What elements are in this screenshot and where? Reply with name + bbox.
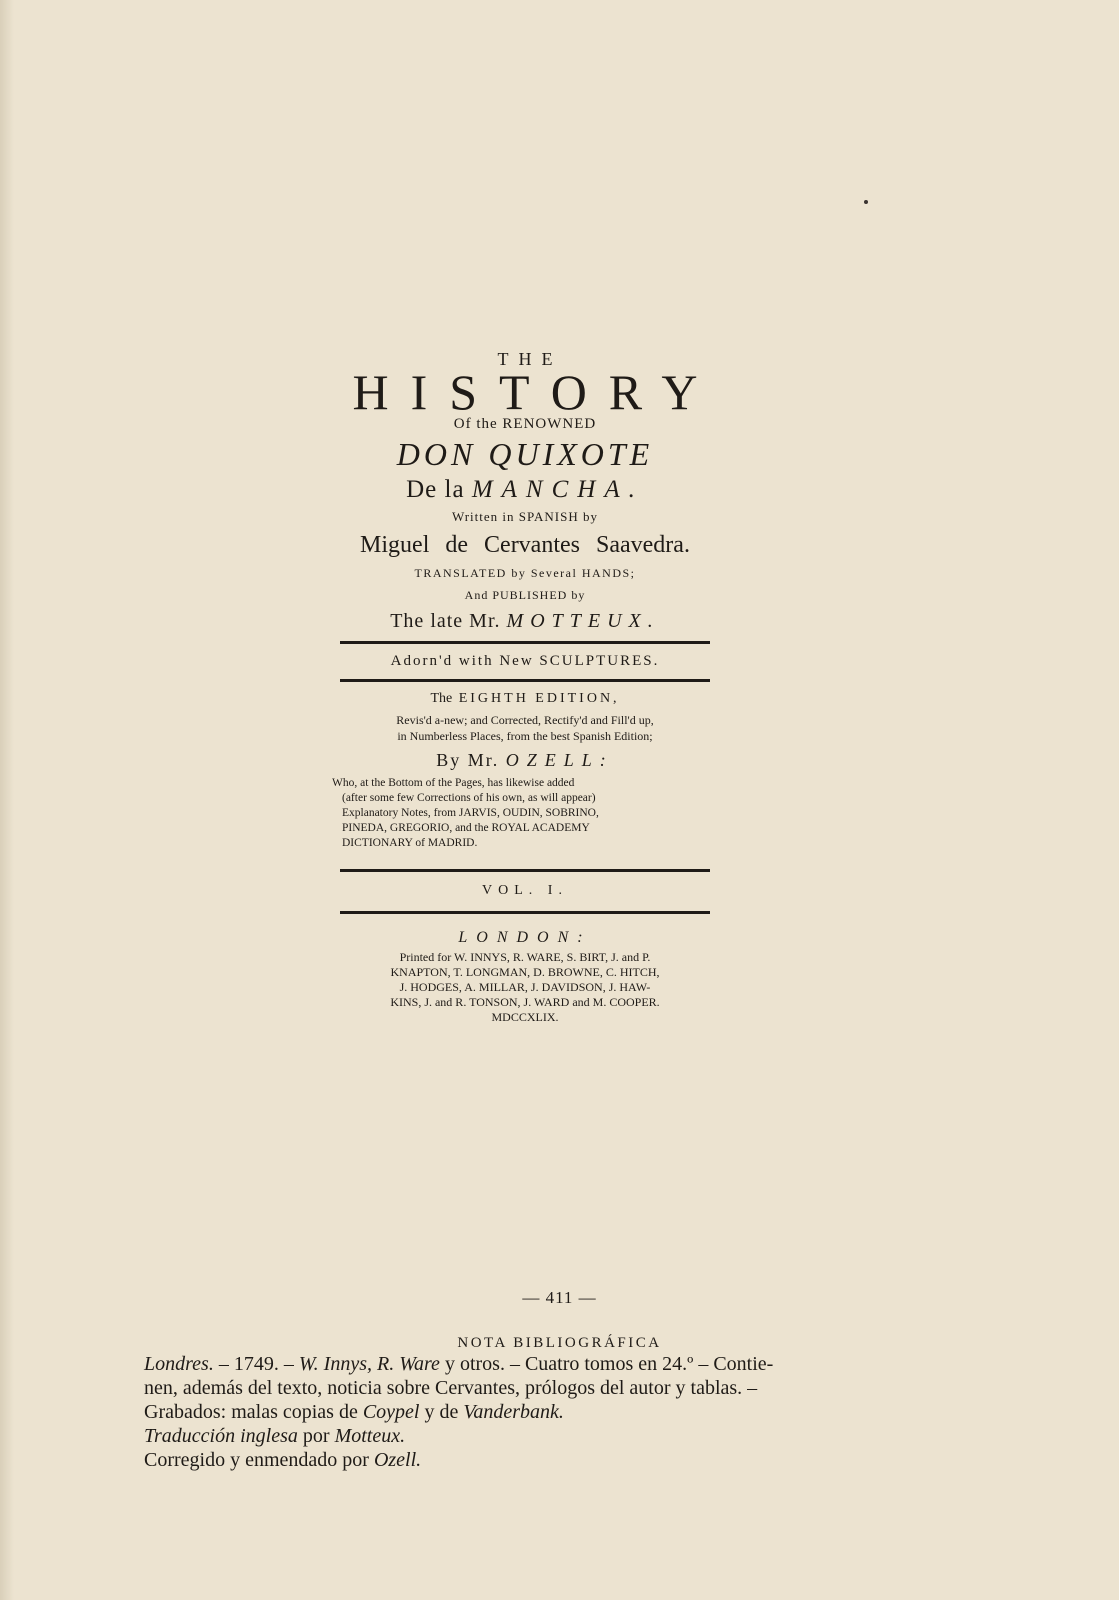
rule-divider	[340, 911, 710, 914]
nota-motteux: Motteux.	[334, 1425, 406, 1447]
title-motteux: MOTTEUX.	[506, 610, 660, 632]
nota-line-1	[144, 1352, 934, 1376]
title-the: THE	[497, 349, 563, 369]
title-history: HISTORY	[352, 364, 720, 420]
title-renowned: Of the RENOWNED	[453, 416, 597, 432]
nota-ozell: Ozell.	[373, 1449, 422, 1471]
nota-grabados: Grabados: malas copias de	[144, 1401, 363, 1423]
title-year: MDCCXLIX.	[491, 1010, 559, 1024]
title-adorned: Adorn'd with New SCULPTURES.	[390, 653, 660, 669]
page-edge-shadow	[0, 0, 14, 1600]
nota-title: NOTA BIBLIOGRÁFICA	[457, 1335, 662, 1351]
title-who-2: (after some few Corrections of his own, as will appear)	[342, 792, 596, 804]
title-published: And PUBLISHED by	[464, 588, 586, 602]
title-translated: TRANSLATED by Several HANDS;	[414, 566, 636, 580]
ink-speck	[864, 200, 868, 204]
title-who-1: Who, at the Bottom of the Pages, has likewise added	[332, 777, 575, 789]
page-number: — 411 —	[522, 1288, 597, 1307]
rule-divider	[340, 679, 710, 682]
title-ozell-line	[330, 744, 720, 776]
title-london: LONDON:	[458, 929, 592, 946]
title-by-mr: By Mr.	[436, 750, 500, 770]
title-don-quixote: DON QUIXOTE	[396, 436, 654, 472]
nota-line-2: nen, además del texto, noticia sobre Cervantes, prólogos del autor y tablas. –	[144, 1377, 758, 1399]
title-the-edition: The	[430, 691, 453, 706]
nota-por: por	[297, 1425, 335, 1447]
nota-body	[144, 1352, 934, 1472]
title-revised-1: Revis'd a-new; and Corrected, Rectify'd and Fill'd up,	[396, 713, 654, 727]
title-mancha: MANCHA.	[471, 476, 644, 503]
nota-y-de: y de	[419, 1401, 464, 1423]
title-author: Miguel de Cervantes Saavedra.	[360, 532, 690, 558]
title-imprint	[330, 950, 720, 1025]
title-printed-3: J. HODGES, A. MILLAR, J. DAVIDSON, J. HAW-	[399, 980, 651, 994]
title-de-la: De la	[406, 476, 465, 503]
rule-divider	[340, 641, 710, 644]
title-notes-paragraph	[330, 776, 708, 851]
nota-traduccion: Traducción inglesa	[144, 1425, 298, 1447]
title-written-in: Written in SPANISH by	[451, 509, 599, 524]
title-printed-4: KINS, J. and R. TONSON, J. WARD and M. COOPER.	[390, 995, 660, 1009]
title-who-4: PINEDA, GREGORIO, and the ROYAL ACADEMY	[342, 822, 590, 834]
title-ozell: OZELL:	[505, 750, 614, 770]
nota-line-3	[144, 1400, 934, 1424]
title-edition: EIGHTH EDITION,	[458, 691, 620, 706]
title-motteux-line	[330, 606, 720, 636]
nota-corregido: Corregido y enmendado por	[144, 1449, 374, 1471]
title-who-5: DICTIONARY of MADRID.	[342, 837, 478, 849]
nota-coypel: Coypel	[362, 1401, 420, 1423]
nota-city: Londres.	[144, 1353, 214, 1375]
nota-printers: W. Innys, R. Ware	[298, 1353, 440, 1375]
nota-line-4	[144, 1424, 934, 1448]
title-edition-line	[330, 686, 720, 712]
rule-divider	[340, 869, 710, 872]
title-vol: VOL. I.	[482, 883, 568, 898]
nota-vanderbank: Vanderbank.	[463, 1401, 564, 1423]
nota-volumes: y otros. – Cuatro tomos en 24.º – Contie-	[439, 1353, 774, 1375]
title-page-facsimile	[330, 348, 720, 1025]
nota-year: – 1749. –	[213, 1353, 299, 1375]
title-printed-2: KNAPTON, T. LONGMAN, D. BROWNE, C. HITCH,	[390, 965, 660, 979]
title-mancha-line	[330, 474, 720, 506]
title-late-mr: The late Mr.	[390, 610, 501, 632]
title-revised-2: in Numberless Places, from the best Spanish Edition;	[397, 729, 653, 743]
nota-line-5	[144, 1448, 934, 1472]
title-who-3: Explanatory Notes, from JARVIS, OUDIN, SOBRINO,	[342, 807, 599, 819]
title-printed-1: Printed for W. INNYS, R. WARE, S. BIRT, J. and P.	[399, 950, 651, 964]
